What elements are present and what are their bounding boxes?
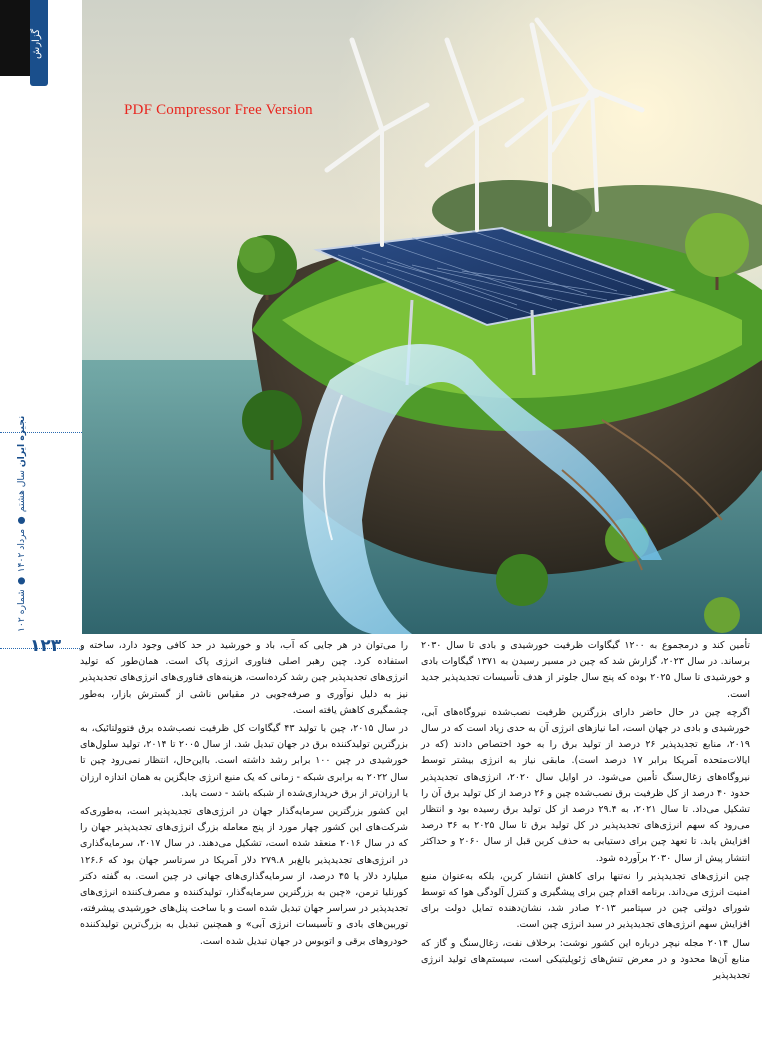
issue-info: سال هشتم ● مرداد ۱۴۰۲ ● شماره ۱۰۲ (16, 470, 27, 632)
paragraph: اگرچه چین در حال حاضر دارای بزرگترین ظرفیت نصب‌شده نیروگاه‌های آبی، خورشیدی و بادی در جهان است، اما نیازهای انرژی آن به حدی زیاد است که در سال ۲۰۱۹، منابع تجدیدپذیر ۲۶ درصد از تولید برق را به خود اختصاص دادند (که در ایالات‌متحده آمریکا برابر ۱۷ درصد است). مابقی نیاز به انرژی بیشتر توسط نیروگاه‌های زغال‌سنگ تأمین می‌شود. در اوایل سال ۲۰۲۰، انرژی‌های تجدیدپذیر حدود ۴۰ درصد از کل ظرفیت برق نصب‌شده چین و ۲۶ درصد از کل تولید برق آن را تشکیل می‌داد. تا سال ۲۰۲۱، به ۲۹.۴ درصد از کل تولید برق رسیده بود و انتظار می‌رود که سهم انرژی‌های تجدیدپذیر در کل تولید برق تا سال ۲۰۲۵ به ۳۶ درصد افزایش یابد. تا تعهد چین برای دستیابی به حذف کربن قبل از سال ۲۰۶۰ و حداکثر انتشار پیش از سال ۲۰۳۰ برآورده شود. (421, 706, 751, 864)
hero-image (82, 0, 762, 634)
sidebar-top-bar (0, 0, 34, 76)
paragraph: این کشور بزرگترین سرمایه‌گذار جهان در انرژی‌های تجدیدپذیر است، به‌طوری‌که شرکت‌های این کشور چهار مورد از پنج معامله بزرگ انرژی‌های تجدیدپذیر جهان را که در سال ۲۰۱۶ منعقد شده است، تشکیل می‌دهند. در سال ۲۰۱۷، سرمایه‌گذاری در انرژی‌های تجدیدپذیر بالغ‌بر ۲۷۹.۸ دلار آمریکا در سرتاسر جهان بود که ۱۲۶.۶ میلیارد دلار یا ۴۵ درصد، از سرمایه‌گذاری‌های جهانی در چین است. به گفته دکتر کورنلیا ترمن، «چین به بزرگترین سرمایه‌گذار، تولیدکننده و مصرف‌کننده انرژی‌های تجدیدپذیر در سراسر جهان تبدیل شده است و با ساخت پنل‌های خورشیدی پیشرفته، توربین‌های بادی و تأسیسات انرژی آبی» و همچنین تبدیل به بزرگ‌ترین تولیدکننده خودروهای برقی و اتوبوس در جهان تبدیل شده است. (80, 806, 408, 947)
category-label: گزارش (31, 28, 42, 60)
divider-top (0, 432, 82, 433)
paragraph: چین انرژی‌های تجدیدپذیر را نه‌تنها برای کاهش انتشار کربن، بلکه به‌عنوان منبع امنیت انرژی می‌داند. برنامه اقدام چین برای پیشگیری و کنترل آلودگی هوا که توسط شورای دولتی چین در سپتامبر ۲۰۱۳ صادر شد، نشان‌دهنده تمایل دولت برای افزایش سهم انرژی‌های تجدیدپذیر در سبد انرژی چین است. (421, 870, 751, 931)
paragraph: سال ۲۰۱۴ مجله نیچر درباره این کشور نوشت: برخلاف نفت، زغال‌سنگ و گاز که منابع آن‌ها محدود و در معرض تنش‌های ژئوپلیتیکی است، سیستم‌های تولید انرژی تجدیدپذیر (421, 937, 750, 982)
magazine-name: نجیره ایران (16, 415, 27, 468)
paragraph: در سال ۲۰۱۵، چین با تولید ۴۳ گیگاوات کل ظرفیت نصب‌شده برق فتوولتائیک، به بزرگترین تولیدکننده برق در جهان تبدیل شد. از سال ۲۰۰۵ تا ۲۰۱۴، تولید سلول‌های خورشیدی در چین ۱۰۰ برابر رشد داشته است. بااین‌حال، انتظار نمی‌رود چین تا سال ۲۰۲۲ به برابری شبکه - زمانی که یک منبع انرژی جایگزین به همان اندازه ارزان یا ارزان‌تر از برق خریداری‌شده از شبکه باشد - دست یابد. (80, 723, 409, 799)
magazine-info (16, 415, 36, 632)
article-column-left (80, 638, 408, 952)
page-number: ۱۲۳ (30, 636, 62, 656)
paragraph: تأمین کند و درمجموع به ۱۲۰۰ گیگاوات ظرفیت خورشیدی و بادی تا سال ۲۰۳۰ برساند. در سال ۲۰۲۳، گزارش شد که چین در مسیر رسیدن به ۱۳۷۱ گیگاوات بادی و خورشیدی تا سال ۲۰۲۵ بوده که پنج سال جلوتر از هدف تأسیسات تجدیدپذیر جدید است. (421, 640, 751, 700)
paragraph: را می‌توان در هر جایی که آب، باد و خورشید در حد کافی وجود دارد، ساخته و استفاده کرد. چین رهبر اصلی فناوری انرژی پاک است. همان‌طور که تولید انرژی‌های تجدیدپذیر چین رشد کرده‌است، هزینه‌های فناوری‌های انرژی‌های تجدیدپذیر نیز به دلیل نوآوری و صرفه‌جویی در مقیاس ناشی از گسترش بازار، به‌طور چشمگیری کاهش یافته است. (80, 640, 408, 716)
watermark-text: PDF Compressor Free Version (124, 102, 313, 118)
article-column-right (421, 638, 750, 986)
hero-illustration (82, 0, 762, 634)
